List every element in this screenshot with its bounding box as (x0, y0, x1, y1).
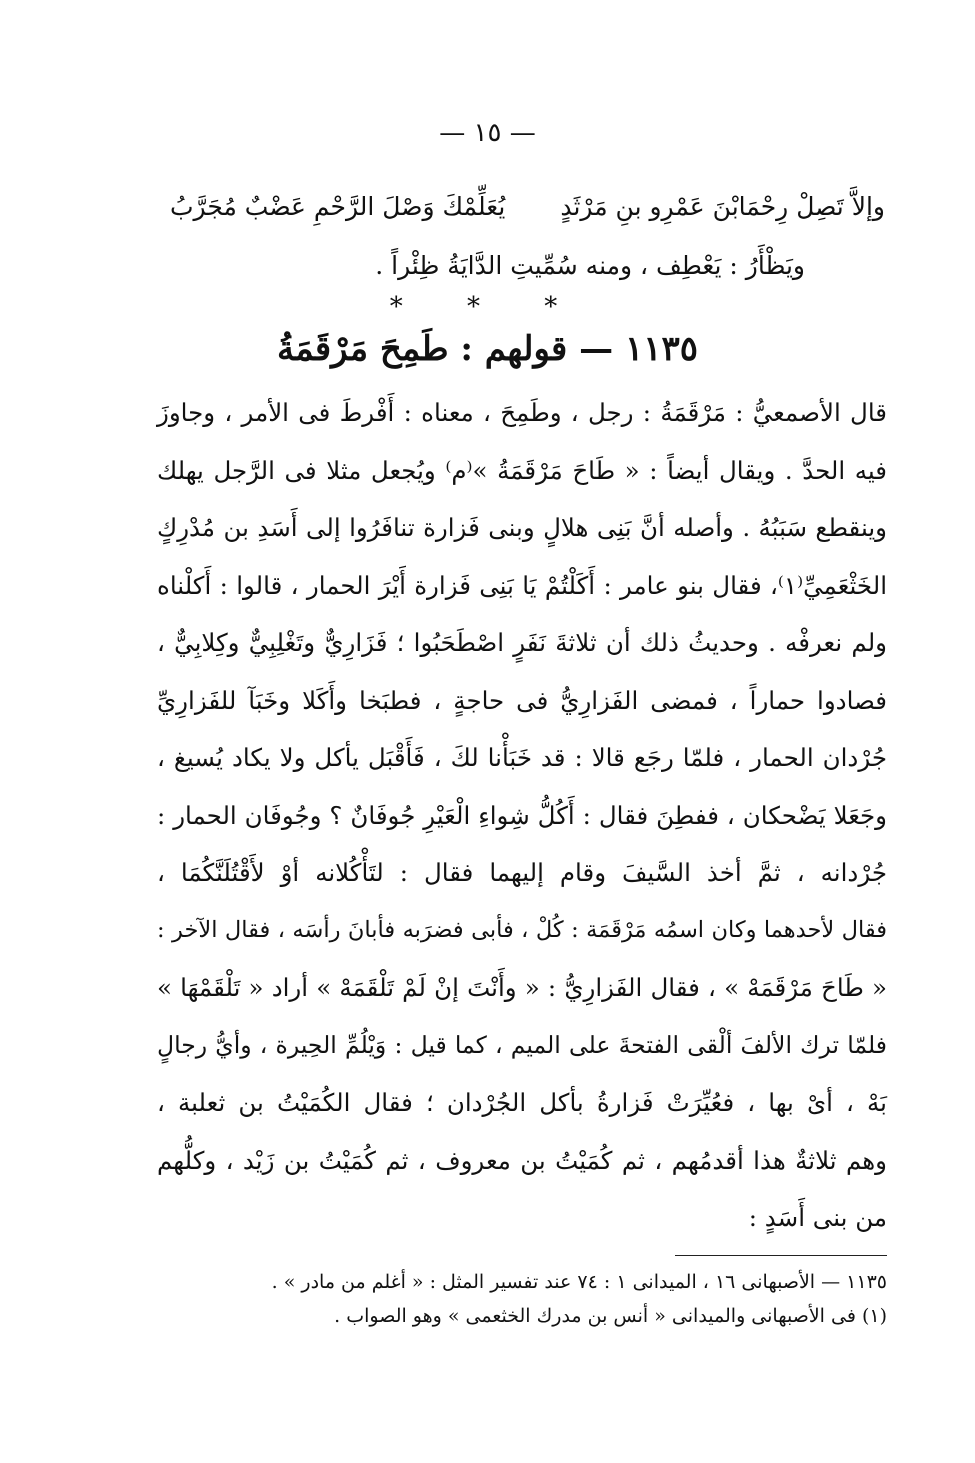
body-line: قال الأصمعيُّ : مَرْقَمَةُ : رجل ، وطَمِحَ ، معناه : أَفْرطَ فى الأمر ، وجاوزَ (157, 398, 887, 427)
body-line: « طَاحَ مَرْقَمَهْ » ، فقال الفَزارِيُّ : « وأَنْتَ إنْ لَمْ تَلْقَمَهْ » أراد « تَلْقَمْهَا » (157, 973, 887, 1002)
verse-second-hemistich: يُعَلِّمْكَ وَصْلَ الرَّحْمِ عَضْبٌ مُجَرَّبُ (170, 192, 506, 221)
body-line: وهم ثلاثةٌ هذا أقدمُهم ، ثم كُمَيْتُ بن معروف ، ثم كُمَيْتُ بن زَيْد ، وكلُّهم (157, 1145, 887, 1175)
body-line: فقال لأحدهما وكان اسمُه مَرْقَمَة : كُلْ ، فأبى فضرَبه فأبانَ رأسَه ، فقال الآخر : (157, 916, 887, 943)
footnote-divider (675, 1255, 887, 1256)
body-text (157, 384, 887, 1247)
body-line: فلمّا ترك الألفَ ألْقى الفتحةَ على الميم ، كما قيل : وَيْلُمِّ الحِيرة ، وأيُّ رجالٍ (157, 1030, 887, 1059)
body-line: جُرْدان الحمار ، فلمّا رجَع قالا : قد خَبَأْنا لكَ ، فَأَقْبَل يأكل ولا يكاد يُسيغ ، (157, 743, 887, 772)
body-line: بَهْ ، أىْ بها ، فعُيِّرَتْ فَزارةُ بأكل الجُرْدان ؛ فقال الكُمَيْتُ بن ثعلبة ، (157, 1088, 887, 1117)
section-separator: * * * (389, 292, 586, 322)
footnote-source: ١١٣٥ — الأصبهانى ١٦ ، الميدانى ١ : ٧٤ عند تفسير المثل : « أغلم من مادر » . (271, 1271, 887, 1293)
body-line: من بنى أَسَدٍ : (748, 1203, 887, 1232)
footnotes (157, 1265, 887, 1333)
body-line: جُرْدانه ، ثمَّ أخذ السَّيفَ وقام إليهما فقال : لتَأْكُلانه أوْ لأَقْتُلَنَّكُمَا ، (157, 858, 887, 887)
body-line: فصادوا حماراً ، فمضى الفَزارِيُّ فى حاجةٍ ، فطبَخا وأَكَلا وخَبَآ للفَزارِيِّ (157, 685, 887, 715)
body-line: الخَثْعَمِيِّ⁽١⁾، فقال بنو عامر : أَكَلْتُمْ يَا بَنِى فَزارة أَيْرَ الحمار ، قالوا : أَكلْناه (157, 570, 887, 600)
body-line: وينقطع سَبَبُهُ . وأصله أنَّ بَنِى هلالٍ وبنى فَزارة تنافَرُوا إلى أَسَدِ بن مُدْرِكٍ (157, 513, 887, 542)
verse-first-hemistich: وإلاَّ تَصِلْ رِحْمَابْنَ عَمْرِو بنِ مَرْثَدٍ (560, 192, 885, 221)
proverb-heading: ١١٣٥ — قولهم : طَمِحَ مَرْقَمَةُ (276, 329, 699, 369)
poem-verse (170, 185, 885, 229)
body-line: وجَعَلا يَضْحكان ، ففطِنَ فقال : أَكُلُّ شِواءِ الْعَيْرِ جُوفَانٌ ؟ وجُوفَان الحمار : (157, 800, 887, 830)
footnote-1: (١) فى الأصبهانى والميدانى « أنس بن مدرك الخثعمى » وهو الصواب . (334, 1305, 887, 1327)
verse-gloss: ويَظْأَرُ : يَعْطِف ، ومنه سُمِّيتِ الدَّايَةُ ظِئْراً . (375, 251, 805, 280)
page-number: — ١٥ — (439, 118, 536, 148)
body-line: ولم نعرفْه . وحديثُ ذلك أن ثلاثةَ نَفَرٍ اصْطَحَبُوا ؛ فَزَارِيٌّ وتَغْلِبِيٌّ وكِلابِيٌّ ، (157, 628, 887, 657)
body-line: فيه الحدَّ . ويقال أيضاً : « طَاحَ مَرْقَمَةُ »⁽م⁾ ويُجعل مثلا فى الرَّجل يهلك (157, 455, 887, 485)
